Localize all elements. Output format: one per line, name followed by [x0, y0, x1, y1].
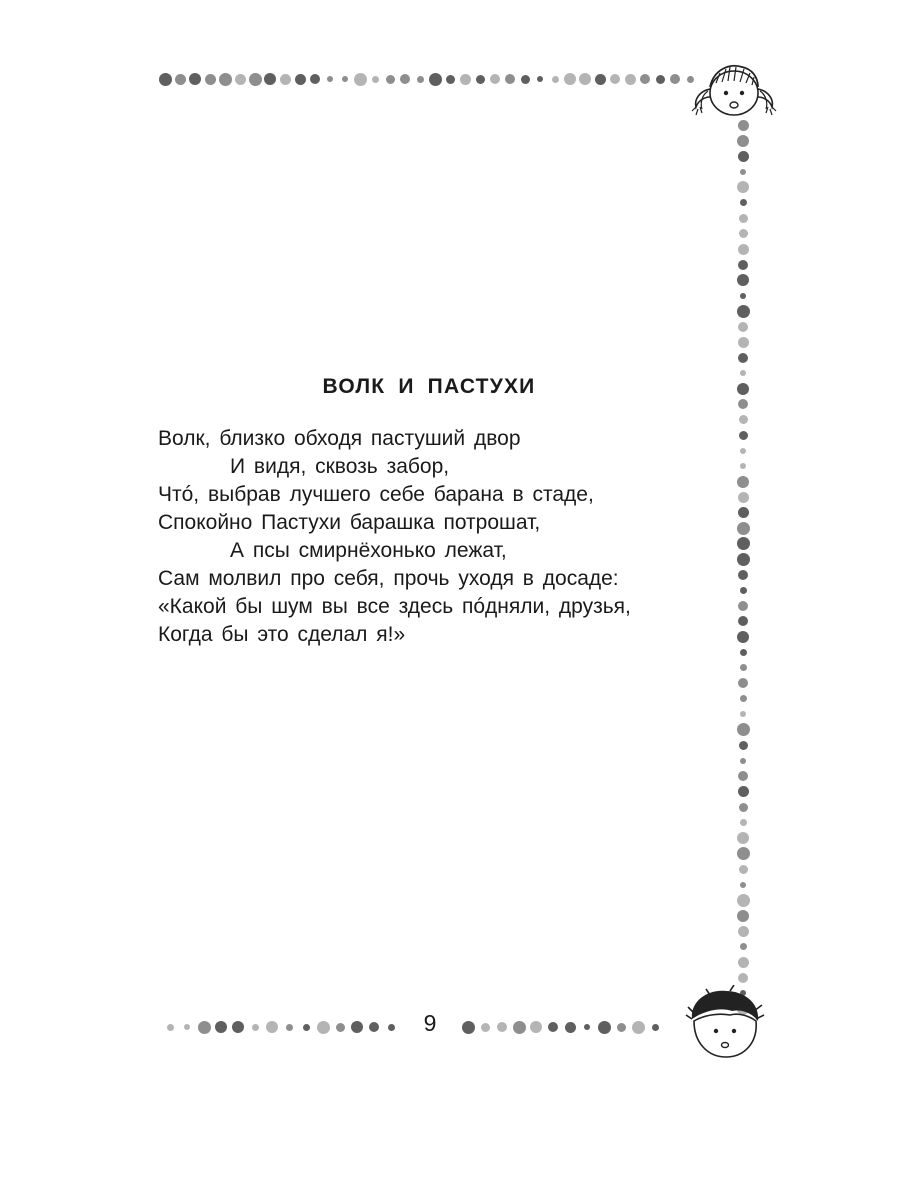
border-dot — [737, 305, 750, 318]
border-dot — [738, 601, 748, 611]
poem-line: И видя, сквозь забор, — [230, 455, 450, 478]
border-dot — [740, 943, 747, 950]
border-dot — [739, 415, 748, 424]
border-dot — [737, 723, 750, 736]
border-dot — [737, 476, 749, 488]
border-dot — [354, 73, 367, 86]
border-dot — [739, 865, 748, 874]
border-dot — [303, 1024, 310, 1031]
border-dot — [175, 74, 186, 85]
border-dot — [738, 957, 749, 968]
border-dot — [737, 522, 750, 535]
border-dot — [738, 244, 749, 255]
border-dot — [740, 758, 746, 764]
border-dot — [737, 894, 750, 907]
border-dot — [740, 695, 747, 702]
border-dot — [481, 1023, 490, 1032]
border-dot — [564, 73, 576, 85]
border-dot — [579, 73, 591, 85]
border-dot — [167, 1024, 174, 1031]
border-dot — [584, 1024, 590, 1030]
border-dot — [737, 910, 749, 922]
border-dot — [738, 786, 749, 797]
border-dot — [740, 293, 746, 299]
border-dot — [737, 181, 749, 193]
border-dot — [513, 1021, 526, 1034]
border-dot — [738, 771, 748, 781]
border-dot — [670, 74, 680, 84]
border-dot — [740, 169, 746, 175]
border-dot — [737, 537, 750, 550]
border-dot — [738, 492, 749, 503]
border-dot — [610, 74, 620, 84]
border-dot — [565, 1022, 576, 1033]
border-dot — [280, 74, 291, 85]
page-number: 9 — [423, 1010, 437, 1036]
border-dot — [446, 75, 455, 84]
border-dot — [232, 1021, 244, 1033]
border-dot — [286, 1024, 293, 1031]
poem-line: Чтó, выбрав лучшего себе барана в стаде, — [158, 483, 594, 506]
border-dot — [336, 1023, 345, 1032]
boy-face-icon — [680, 985, 770, 1070]
border-dot — [740, 711, 746, 717]
border-dot — [476, 75, 485, 84]
border-dot — [738, 337, 749, 348]
border-dot — [505, 74, 515, 84]
border-dot — [205, 74, 216, 85]
border-dot — [342, 76, 348, 82]
border-dot — [740, 882, 746, 888]
border-dot — [739, 741, 748, 750]
border-dot — [738, 507, 749, 518]
border-dot — [738, 322, 748, 332]
border-dot — [625, 74, 636, 85]
border-dot — [738, 399, 748, 409]
border-dot — [739, 214, 748, 223]
border-dot — [632, 1021, 645, 1034]
border-dot — [738, 151, 749, 162]
border-dot — [497, 1022, 507, 1032]
border-dot — [460, 74, 471, 85]
poem-title: ВОЛК И ПАСТУХИ — [322, 375, 536, 398]
border-dot — [737, 631, 749, 643]
border-dot — [595, 74, 606, 85]
border-dot — [521, 75, 530, 84]
border-dot — [310, 74, 320, 84]
poem-line: Сам молвил про себя, прочь уходя в досаде: — [158, 567, 619, 590]
border-dot — [417, 76, 424, 83]
border-dot — [738, 973, 748, 983]
poem-line: Когда бы это сделал я!» — [158, 623, 406, 646]
border-dot — [738, 260, 748, 270]
border-dot — [189, 73, 201, 85]
border-dot — [388, 1024, 395, 1031]
border-dot — [737, 832, 749, 844]
border-dot — [598, 1021, 611, 1034]
border-dot — [429, 73, 442, 86]
border-dot — [235, 74, 246, 85]
border-dot — [552, 76, 559, 83]
border-dot — [656, 75, 665, 84]
border-dot — [351, 1021, 363, 1033]
poem-line: Волк, близко обходя пастуший двор — [158, 427, 521, 450]
border-dot — [198, 1021, 211, 1034]
border-dot — [738, 678, 748, 688]
border-dot — [530, 1021, 542, 1033]
border-dot — [369, 1022, 379, 1032]
border-dot — [739, 229, 748, 238]
border-dot — [295, 74, 306, 85]
border-dot — [740, 649, 747, 656]
poem-stanza — [158, 425, 718, 649]
border-dot — [740, 463, 746, 469]
border-dot — [159, 73, 172, 86]
border-dot — [617, 1023, 626, 1032]
border-dot — [738, 353, 748, 363]
border-dot — [249, 73, 262, 86]
poem-line: «Какой бы шум вы все здесь пóдняли, друзья, — [158, 595, 631, 618]
border-dot — [740, 199, 747, 206]
border-dot — [386, 75, 395, 84]
border-dot — [740, 664, 747, 671]
border-dot — [739, 431, 748, 440]
border-dot — [317, 1021, 330, 1034]
poem-line: А псы смирнёхонько лежат, — [230, 539, 507, 562]
border-dot — [490, 74, 500, 84]
border-dot — [640, 74, 650, 84]
border-dot — [462, 1021, 475, 1034]
border-dot — [537, 76, 543, 82]
border-dot — [219, 73, 232, 86]
border-dot — [252, 1024, 259, 1031]
border-dot — [740, 448, 746, 454]
border-dot — [737, 553, 750, 566]
border-dot — [737, 274, 749, 286]
border-dot — [215, 1021, 227, 1033]
border-dot — [737, 847, 750, 860]
border-dot — [739, 803, 748, 812]
border-dot — [740, 819, 747, 826]
border-dot — [372, 76, 379, 83]
border-dot — [652, 1024, 659, 1031]
border-dot — [738, 570, 748, 580]
border-dot — [400, 74, 410, 84]
border-dot — [548, 1022, 558, 1032]
border-dot — [327, 76, 333, 82]
border-dot — [738, 926, 749, 937]
border-dot — [264, 73, 276, 85]
border-dot — [266, 1021, 278, 1033]
border-dot — [737, 135, 749, 147]
border-dot — [738, 616, 748, 626]
border-dot — [184, 1024, 190, 1030]
poem-line: Спокойно Пастухи барашка потрошат, — [158, 511, 541, 534]
girl-face-icon — [690, 55, 780, 123]
border-dot — [740, 587, 747, 594]
